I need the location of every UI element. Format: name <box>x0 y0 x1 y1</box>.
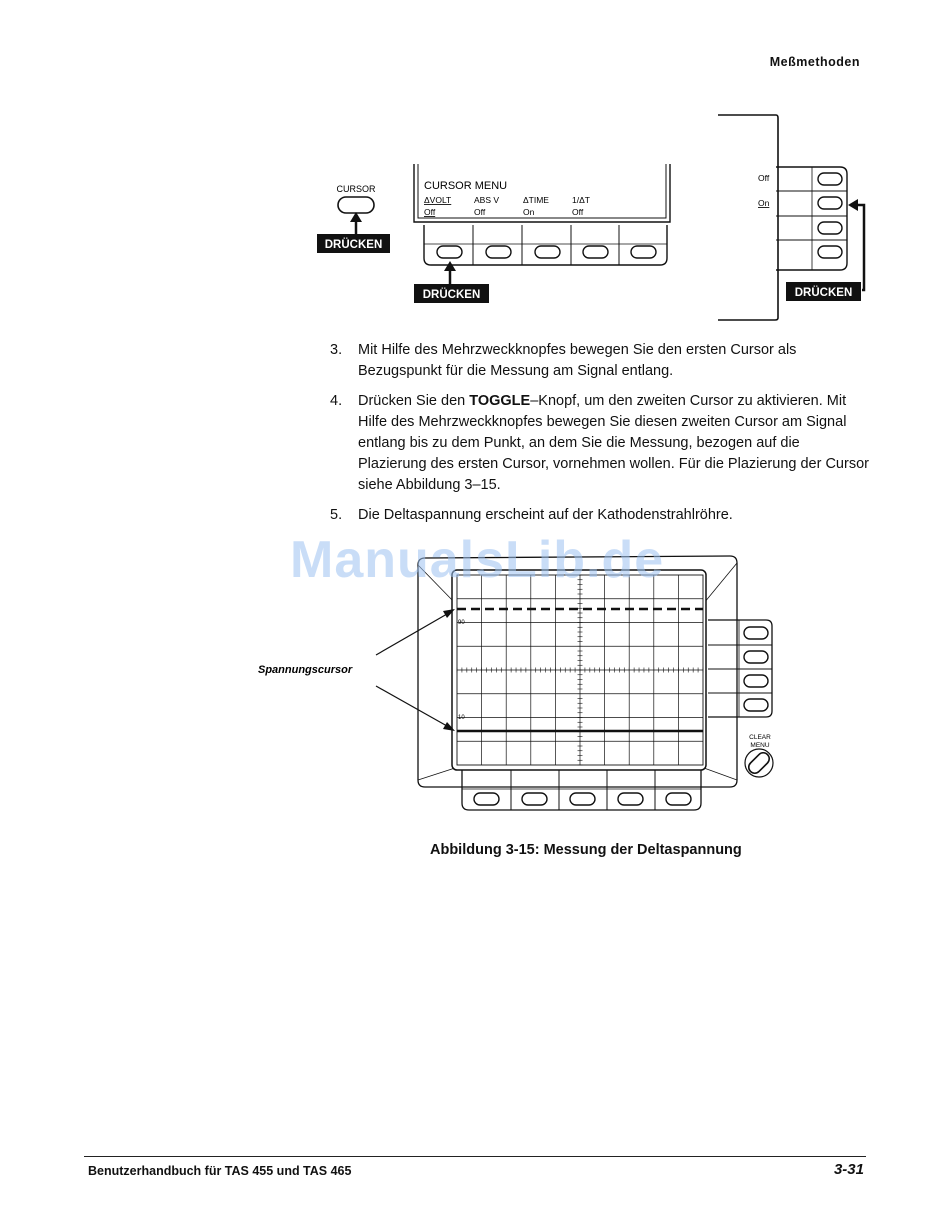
side-option-on: On <box>758 198 770 208</box>
scope-side-button-2[interactable] <box>744 651 768 663</box>
scope-bezel-button-3[interactable] <box>570 793 595 805</box>
menu-item-label-1: ABS V <box>474 195 500 205</box>
menu-title: CURSOR MENU <box>424 180 508 192</box>
scope-side-button-1[interactable] <box>744 627 768 639</box>
side-option-off: Off <box>758 173 770 183</box>
bezel-button-4[interactable] <box>583 246 608 258</box>
menu-item-label-2: ΔTIME <box>523 195 549 205</box>
menu-item-value-3: Off <box>572 207 584 217</box>
clear-menu-label-line2: MENU <box>750 742 770 749</box>
watermark: ManualsLib.de <box>290 531 665 589</box>
step-4: 4. Drücken Sie den TOGGLE–Knopf, um den zweiten Cursor zu aktivieren. Mit Hilfe des Mehrzweckknopfes bewegen Sie diesen zweiten Cursor am Signal entlang bis zu dem Punkt, an dem Sie die Messung, bezogen auf die Plazierung des ersten Cursor, vornehmen wollen. Für die Plazierung der Cursor siehe Abbildung 3–15. <box>330 393 869 493</box>
scope-bezel-button-1[interactable] <box>474 793 499 805</box>
figure-caption: Abbildung 3-15: Messung der Deltaspannung <box>430 842 742 858</box>
grid-label-10: 10 <box>458 715 465 721</box>
menu-item-label-3: 1/ΔT <box>572 195 590 205</box>
bezel-button-2[interactable] <box>486 246 511 258</box>
side-button-3[interactable] <box>818 222 842 234</box>
menu-item-value-2: On <box>523 207 535 217</box>
svg-text:DRÜCKEN: DRÜCKEN <box>794 287 853 299</box>
running-header: Meßmethoden <box>769 55 860 69</box>
clear-menu-label-line1: CLEAR <box>749 734 771 741</box>
side-panel-frame <box>718 115 778 320</box>
side-button-4[interactable] <box>818 246 842 258</box>
bezel-button-5[interactable] <box>631 246 656 258</box>
step-3: 3. Mit Hilfe des Mehrzweckknopfes bewegen Sie den ersten Cursor als Bezugspunkt für die Messung am Signal entlang. <box>330 342 797 379</box>
cursor-button[interactable] <box>338 197 374 213</box>
step-5: 5. Die Deltaspannung erscheint auf der Kathodenstrahlröhre. <box>330 507 733 523</box>
grid-label-90: 90 <box>458 620 465 626</box>
instruction-steps <box>330 340 870 535</box>
scope-side-button-4[interactable] <box>744 699 768 711</box>
page-number: 3-31 <box>833 1161 864 1178</box>
cursor-button-label: CURSOR <box>336 184 376 194</box>
scope-side-button-3[interactable] <box>744 675 768 687</box>
svg-text:DRÜCKEN: DRÜCKEN <box>422 289 481 301</box>
scope-bezel-button-5[interactable] <box>666 793 691 805</box>
side-button-1[interactable] <box>818 173 842 185</box>
bezel-button-1[interactable] <box>437 246 462 258</box>
scope-bezel-button-2[interactable] <box>522 793 547 805</box>
footer-title: Benutzerhandbuch für TAS 455 und TAS 465 <box>88 1164 352 1178</box>
crt-screen-frame <box>414 164 670 222</box>
scope-bezel-button-4[interactable] <box>618 793 643 805</box>
side-button-2[interactable] <box>818 197 842 209</box>
pointer-label: Spannungscursor <box>258 664 353 676</box>
menu-item-value-1: Off <box>474 207 486 217</box>
menu-item-value-0: Off <box>424 207 436 217</box>
bezel-button-3[interactable] <box>535 246 560 258</box>
footer-rule <box>84 1156 866 1157</box>
menu-item-label-0: ΔVOLT <box>424 195 452 205</box>
cursor-menu-figure <box>0 0 950 330</box>
svg-text:DRÜCKEN: DRÜCKEN <box>324 239 383 251</box>
